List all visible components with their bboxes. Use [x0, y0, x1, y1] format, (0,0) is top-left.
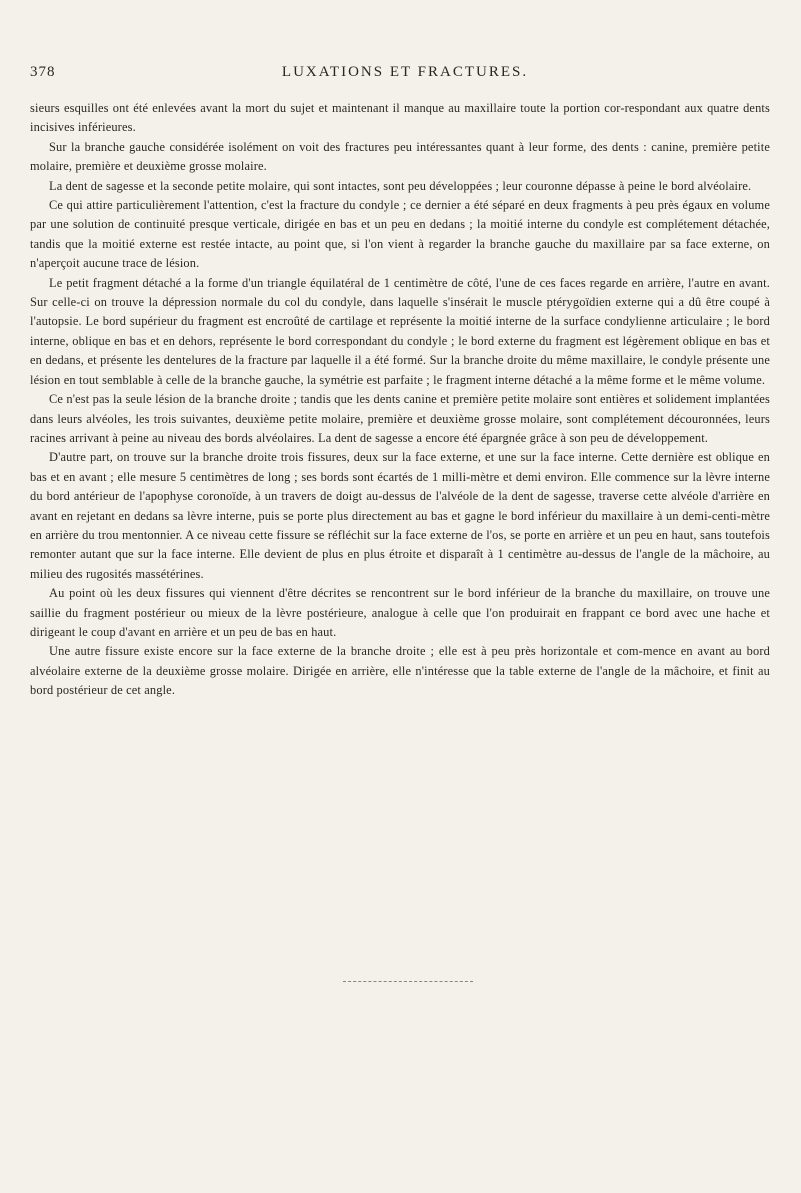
paragraph: D'autre part, on trouve sur la branche droite trois fissures, deux sur la face externe, et une sur la face interne. Cette dernière est oblique en bas et en avant ; elle mesure 5 centimètres de long ; ses bords sont écartés de 1 milli-mètre et demi environ. Elle commence sur la lèvre interne du bord antérieur de l'apophyse coronoïde, à un travers de doigt au-dessus de l'alvéole de la dent de sagesse, traverse cette alvéole d'arrière en avant en rejetant en dedans sa lèvre interne, puis se porte plus directement au bas et gagne le bord inférieur du maxillaire à un demi-centi-mètre en arrière du trou mentonnier. A ce niveau cette fissure se réfléchit sur la face externe de l'os, se porte en arrière et un peu en haut, sans toutefois remonter autant que sur la face interne. Elle devient de plus en plus étroite et disparaît à 1 centimètre au-dessus de l'angle de la mâchoire, au milieu des rugosités massétérines. — [30, 450, 770, 581]
body-text — [30, 99, 770, 701]
paragraph: Ce n'est pas la seule lésion de la branche droite ; tandis que les dents canine et première petite molaire sont entières et solidement implantées dans leurs alvéoles, les trois suivantes, deuxième petite molaire, première et deuxième grosse molaire, sont complétement découronnées, leurs racines arrivant à peine au niveau des bords alvéolaires. La dent de sagesse a encore été épargnée grâce à son peu de développement. — [30, 392, 770, 445]
running-head: LUXATIONS ET FRACTURES. — [281, 64, 529, 80]
paragraph: La dent de sagesse et la seconde petite molaire, qui sont intactes, sont peu développées ; leur couronne dépasse à peine le bord alvéolaire. — [49, 178, 752, 193]
paragraph: Au point où les deux fissures qui viennent d'être décrites se rencontrent sur le bord inférieur de la branche du maxillaire, on trouve une saillie du fragment postérieur ou mieux de la lèvre postérieure, analogue à celle que l'on produirait en frappant ce bord avec une hache et dirigeant le coup d'avant en arrière et un peu de bas en haut. — [30, 586, 770, 639]
page-number: 378 — [30, 64, 56, 80]
page-header — [30, 64, 780, 88]
paragraph: Le petit fragment détaché a la forme d'un triangle équilatéral de 1 centimètre de côté, l'une de ces faces regarde en arrière, l'autre en avant. Sur celle-ci on trouve la dépression normale du col du condyle, dans laquelle s'insérait le muscle ptérygoïdien externe qui a dû être coupé à l'autopsie. Le bord supérieur du fragment est encroûté de cartilage et représente la moitié interne de la surface condylienne articulaire ; le bord interne, oblique en bas et en dehors, représente le bord correspondant du condyle ; le bord externe du fragment est légèrement oblique en bas et en dedans, et présente les dentelures de la fracture par laquelle il a été formé. Sur la branche droite du même maxillaire, le condyle présente une lésion en tout semblable à celle de la branche gauche, la symétrie est parfaite ; le fragment interne détaché a la même forme et le même volume. — [30, 275, 770, 387]
paragraph: Sur la branche gauche considérée isolément on voit des fractures peu intéressantes quant à leur forme, des dents : canine, première petite molaire, première et deuxième grosse molaire. — [30, 139, 770, 174]
paragraph: Une autre fissure existe encore sur la face externe de la branche droite ; elle est à peu près horizontale et com-mence en avant au bord alvéolaire externe de la deuxième grosse molaire. Dirigée en arrière, elle n'intéresse que la table externe de l'angle de la mâchoire, et finit au bord postérieur de cet angle. — [30, 644, 770, 698]
footer-divider — [343, 981, 473, 982]
paragraph: Ce qui attire particulièrement l'attention, c'est la fracture du condyle ; ce dernier a été séparé en deux fragments à peu près égaux en volume par une solution de continuité presque verticale, dirigée en bas et un peu en dedans ; la moitié interne du condyle est complétement détachée, tandis que la moitié externe est restée intacte, au point que, si l'on vient à regarder la branche gauche du maxillaire par sa face externe, on n'aperçoit aucune trace de lésion. — [30, 198, 770, 271]
paragraph: sieurs esquilles ont été enlevées avant la mort du sujet et maintenant il manque au maxillaire toute la portion cor-respondant aux quatre dents incisives inférieures. — [30, 101, 770, 135]
